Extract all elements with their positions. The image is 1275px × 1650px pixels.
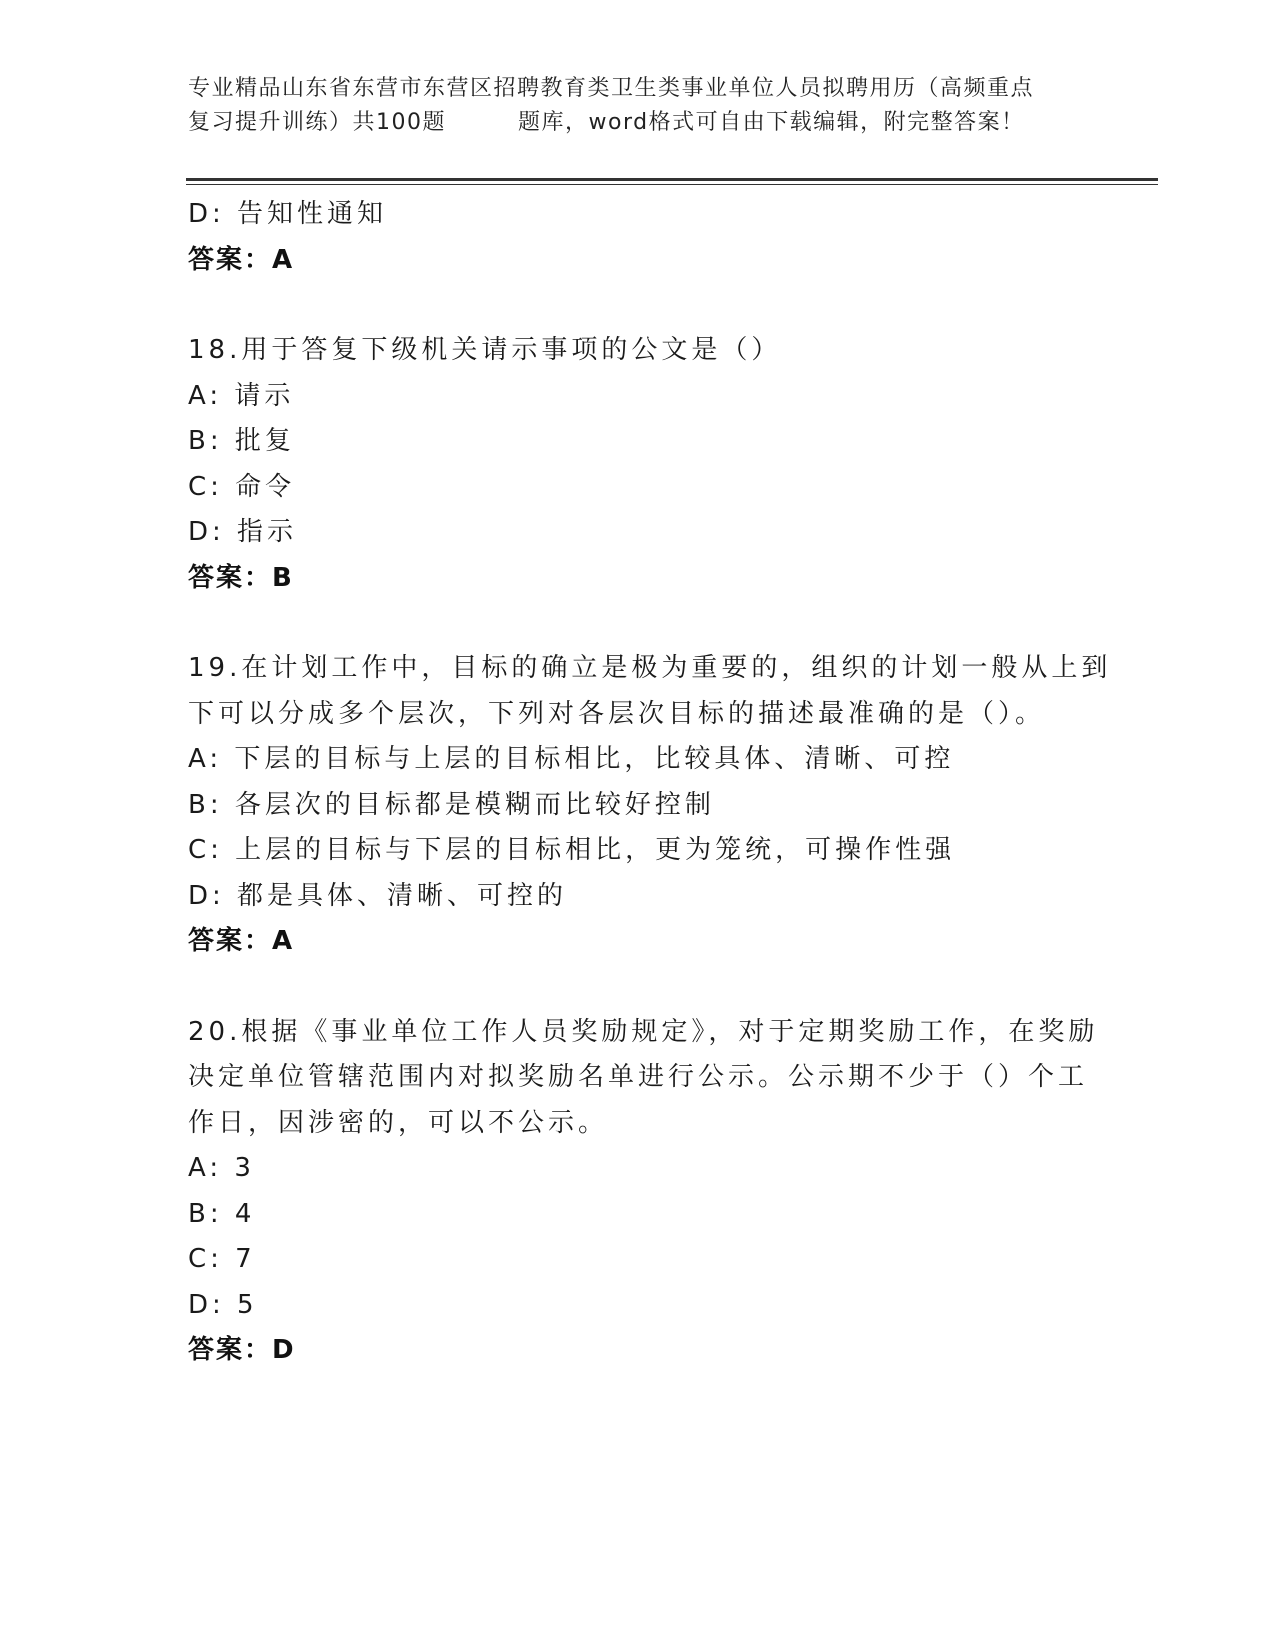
option-c: C: 上层的目标与下层的目标相比，更为笼统，可操作性强 [188, 835, 956, 865]
option-a: A: 下层的目标与上层的目标相比，比较具体、清晰、可控 [188, 744, 955, 774]
header-divider-thick [186, 178, 1158, 181]
answer-line: 答案：B [188, 562, 294, 593]
option-b: B: 各层次的目标都是模糊而比较好控制 [188, 789, 715, 820]
option-a: A: 3 [188, 1153, 255, 1183]
question-stem [188, 328, 1088, 374]
option-a: A: 请示 [188, 380, 295, 411]
header-divider-thin [186, 184, 1158, 185]
answer-line: 答案：A [188, 926, 295, 956]
question-stem-line: 20.根据《事业单位工作人员奖励规定》，对于定期奖励工作，在奖励 [188, 1016, 1099, 1047]
header-line-2-part-1: 复习提升训练）共100题 [188, 110, 446, 135]
document-header [188, 72, 1088, 140]
answer-line: 答案：A [188, 244, 295, 275]
option-c: C: 7 [188, 1244, 256, 1274]
question-19 [188, 646, 1112, 965]
question-stem [188, 1010, 1099, 1147]
option-d: D: 5 [188, 1289, 258, 1320]
header-line-2-part-2: 题库，word格式可自由下载编辑，附完整答案！ [518, 110, 1025, 135]
option-d: D: 都是具体、清晰、可控的 [188, 880, 568, 911]
option-b: B: 4 [188, 1198, 256, 1229]
question-18 [188, 328, 1088, 601]
previous-question-tail [188, 192, 1088, 283]
question-stem-line: 作日，因涉密的，可以不公示。 [188, 1107, 609, 1138]
answer-line: 答案：D [188, 1335, 296, 1365]
option-c: C: 命令 [188, 471, 296, 502]
question-stem-line: 18.用于答复下级机关请示事项的公文是（） [188, 335, 782, 365]
option-d: D: 指示 [188, 517, 298, 547]
option-d: D: 告知性通知 [188, 199, 388, 229]
option-b: B: 批复 [188, 426, 295, 456]
question-stem-line: 19.在计划工作中，目标的确立是极为重要的，组织的计划一般从上到 [188, 653, 1112, 683]
question-stem [188, 646, 1112, 737]
question-stem-line: 下可以分成多个层次，下列对各层次目标的描述最准确的是（）。 [188, 698, 1046, 729]
question-stem-line: 决定单位管辖范围内对拟奖励名单进行公示。公示期不少于（）个工 [188, 1062, 1089, 1092]
document-body [188, 192, 1112, 1374]
header-line-2 [188, 106, 1088, 140]
header-line-1: 专业精品山东省东营市东营区招聘教育类卫生类事业单位人员拟聘用历（高频重点 [188, 76, 1035, 101]
question-20 [188, 1010, 1099, 1374]
